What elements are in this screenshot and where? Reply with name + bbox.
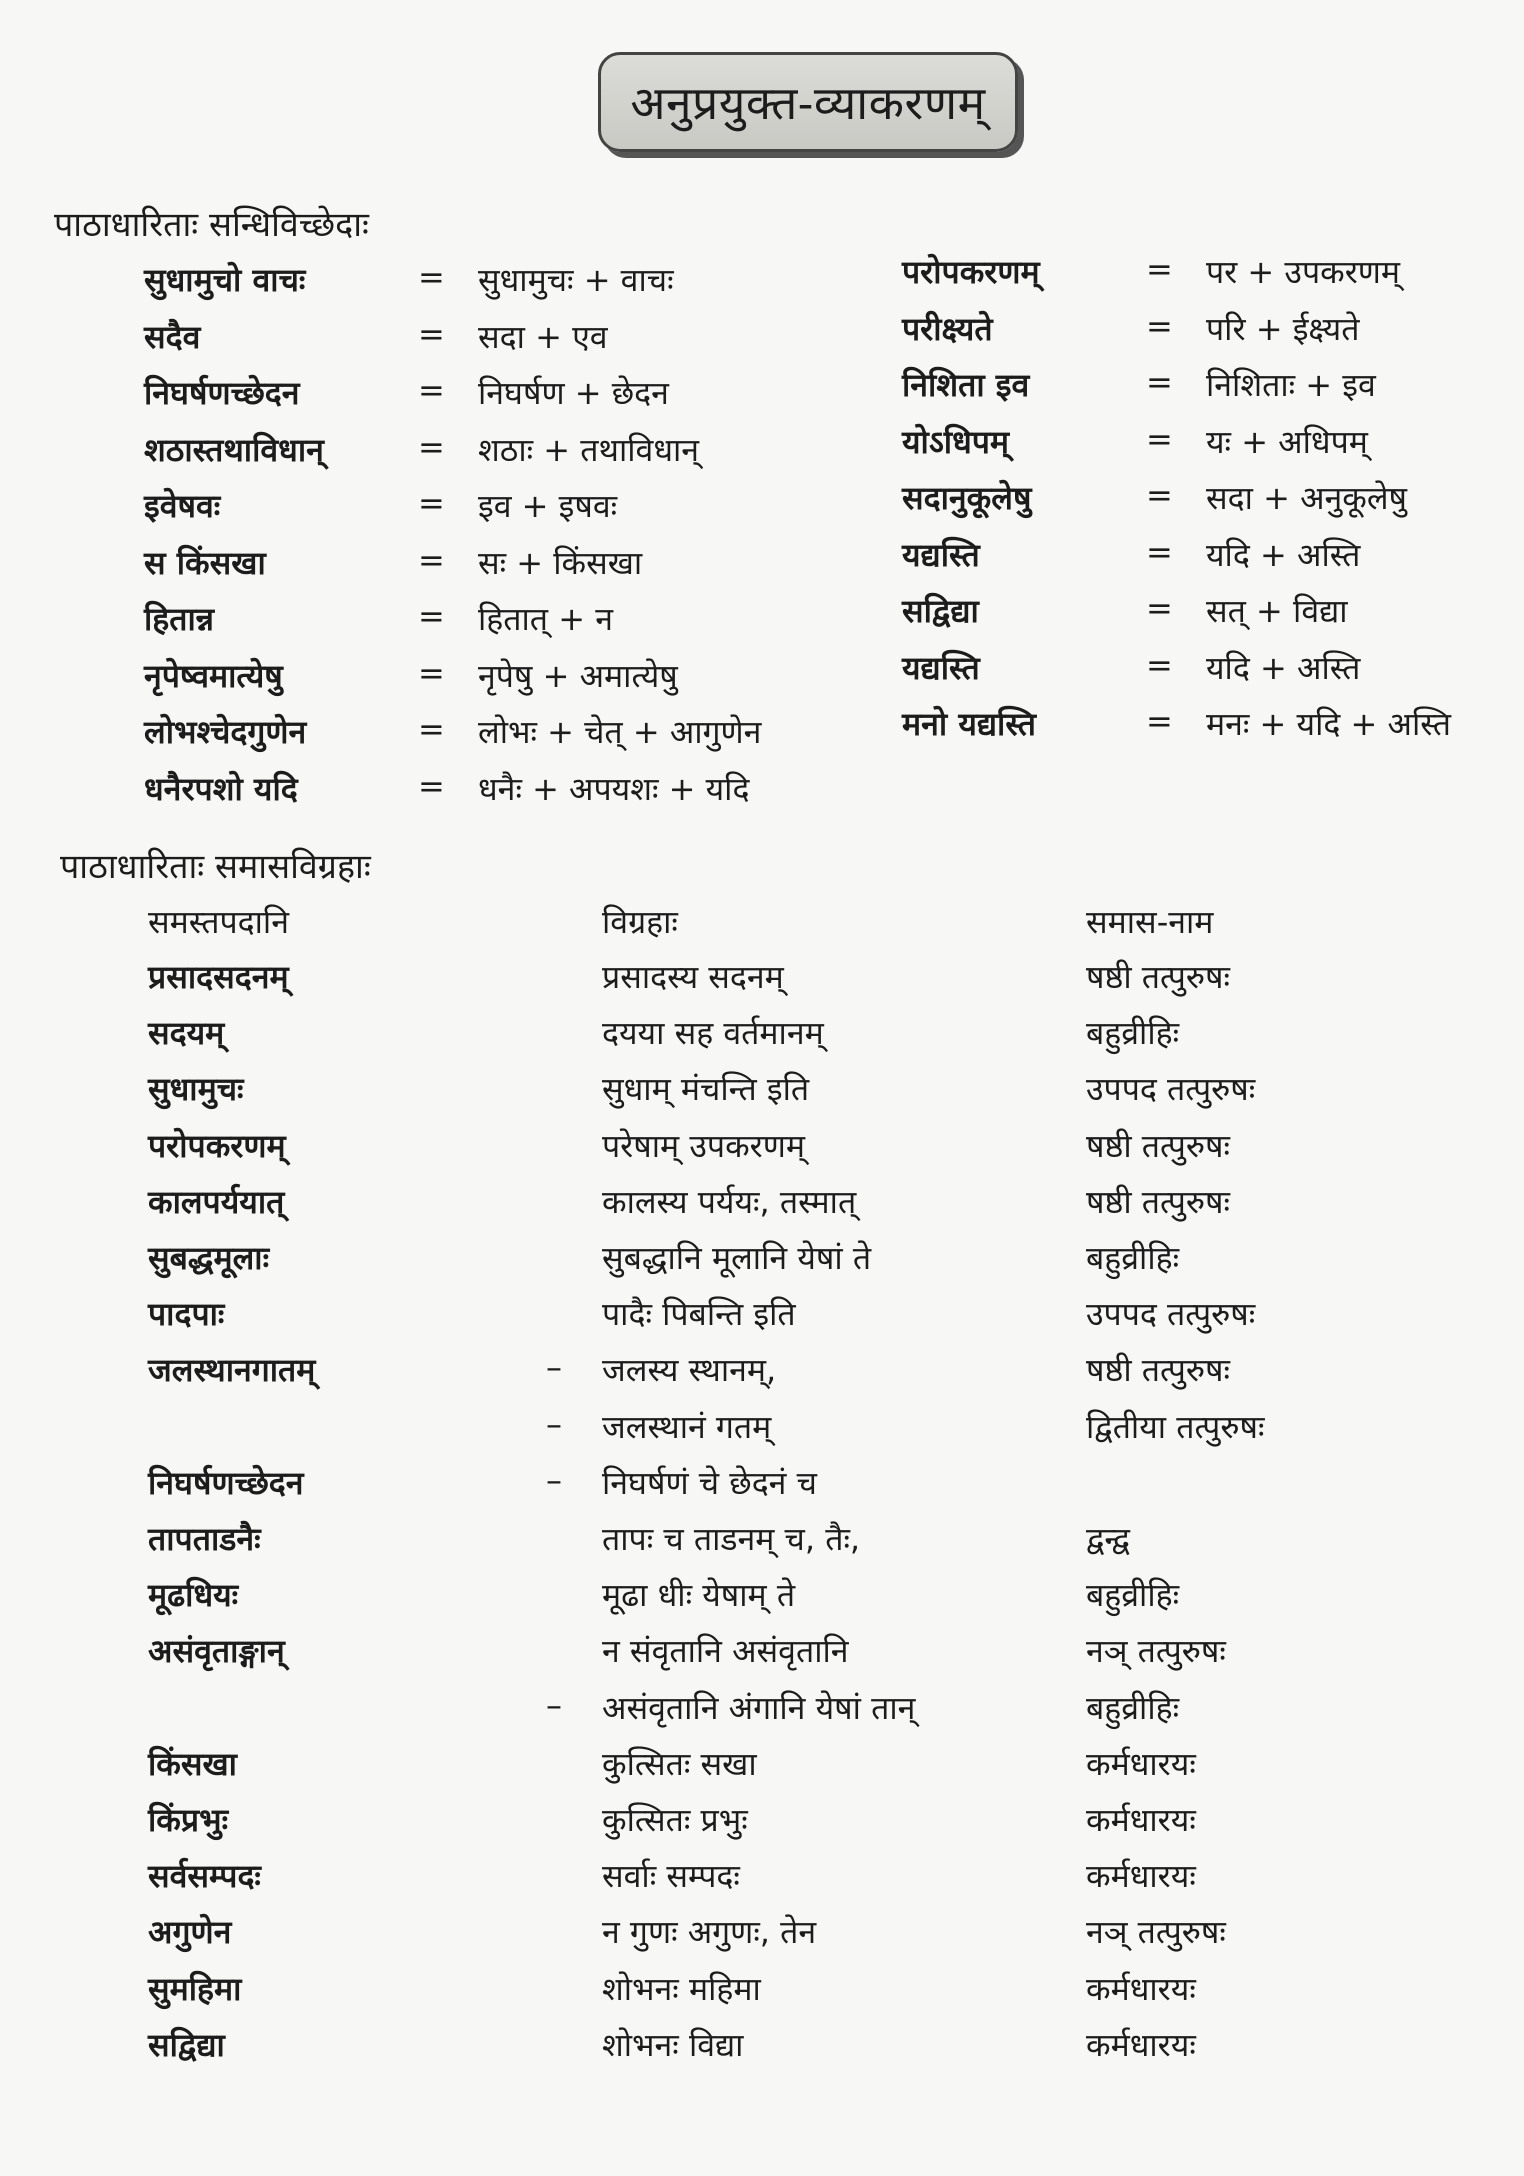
- samasta-pada: सुबद्धमूलाः: [148, 1239, 270, 1277]
- vigraha: दयया सह वर्तमानम्: [602, 1014, 824, 1053]
- samasa-row: [0, 1910, 1524, 1960]
- sandhi-split: सः + किंसखा: [478, 543, 643, 582]
- samasta-pada: सद्विद्या: [148, 2025, 225, 2064]
- page-title: अनुप्रयुक्त-व्याकरणम्: [630, 76, 986, 130]
- sandhi-word: निघर्षणच्छेदन: [144, 374, 300, 412]
- samasta-pada: जलस्थानगातम्: [148, 1351, 316, 1390]
- samasa-row: [0, 1292, 1524, 1342]
- sandhi-split: हितात् + न: [478, 600, 613, 638]
- equals-sign: =: [1146, 476, 1173, 514]
- sandhi-row: [144, 767, 1044, 817]
- sandhi-split: मनः + यदि + अस्ति: [1206, 705, 1451, 743]
- equals-sign: =: [418, 371, 445, 409]
- samasa-row: [0, 1686, 1524, 1736]
- equals-sign: =: [418, 710, 445, 748]
- sandhi-word: सदानुकूलेषु: [902, 479, 1032, 517]
- samasa-heading: पाठाधारिताः समासविग्रहाः: [60, 847, 371, 887]
- sandhi-row: [902, 420, 1524, 470]
- samasa-naam: द्वितीया तत्पुरुषः: [1086, 1407, 1265, 1446]
- sandhi-word: सुधामुचो वाचः: [144, 261, 306, 299]
- samasta-pada: सुमहिमा: [148, 1969, 242, 2008]
- samasa-naam: बहुव्रीहिः: [1086, 1688, 1180, 1727]
- vigraha: सर्वाः सम्पदः: [602, 1857, 740, 1896]
- vigraha: न गुणः अगुणः, तेन: [602, 1913, 817, 1952]
- sandhi-word: शठास्तथाविधान्: [144, 430, 324, 469]
- equals-sign: =: [418, 597, 445, 635]
- sandhi-split: सुधामुचः + वाचः: [478, 261, 674, 299]
- vigraha: जलस्य स्थानम्,: [602, 1351, 777, 1390]
- sandhi-row: [902, 533, 1524, 583]
- vigraha: कुत्सितः प्रभुः: [602, 1801, 748, 1839]
- samasa-row: [0, 1517, 1524, 1567]
- samasa-row: [0, 1742, 1524, 1792]
- sandhi-split: पर + उपकरणम्: [1206, 253, 1401, 291]
- samasa-row: [0, 1067, 1524, 1117]
- sandhi-word: यद्यस्ति: [902, 535, 980, 574]
- samasa-naam: नञ् तत्पुरुषः: [1086, 1913, 1226, 1952]
- sandhi-word: सदैव: [144, 317, 201, 356]
- samasa-naam: कर्मधारयः: [1086, 1857, 1196, 1896]
- equals-sign: =: [1146, 363, 1173, 401]
- sandhi-word: हितान्न: [144, 600, 215, 638]
- equals-sign: =: [1146, 532, 1173, 571]
- samasta-pada: निघर्षणच्छेदन: [148, 1463, 304, 1502]
- sandhi-row: [902, 476, 1524, 526]
- sandhi-word: लोभश्चेदगुणेन: [144, 713, 307, 751]
- vigraha: शोभनः महिमा: [602, 1969, 761, 2008]
- samasa-header-row: [0, 900, 1524, 950]
- sandhi-word: नृपेष्वमात्येषु: [144, 656, 283, 695]
- dash-mark: –: [546, 1685, 562, 1724]
- samasa-row: [0, 955, 1524, 1005]
- vigraha: शोभनः विद्या: [602, 2025, 744, 2064]
- samasa-naam: कर्मधारयः: [1086, 1744, 1196, 1783]
- sandhi-word: योऽधिपम्: [902, 422, 1010, 461]
- samasa-naam: उपपद तत्पुरुषः: [1086, 1070, 1256, 1109]
- sandhi-split: सदा + अनुकूलेषु: [1206, 479, 1408, 517]
- samasa-naam: षष्ठी तत्पुरुषः: [1086, 1126, 1230, 1165]
- sandhi-split: सदा + एव: [478, 317, 608, 356]
- sandhi-split: यः + अधिपम्: [1206, 422, 1368, 461]
- sandhi-split: यदि + अस्ति: [1206, 648, 1361, 687]
- samasa-naam: नञ् तत्पुरुषः: [1086, 1632, 1226, 1671]
- samasa-row: [0, 1798, 1524, 1848]
- vigraha: न संवृतानि असंवृतानि: [602, 1632, 849, 1671]
- equals-sign: =: [1146, 250, 1173, 288]
- samasta-pada: पादपाः: [148, 1295, 225, 1334]
- vigraha: कालस्य पर्ययः, तस्मात्: [602, 1182, 857, 1221]
- samasa-row: [0, 1236, 1524, 1286]
- sandhi-split: निघर्षण + छेदन: [478, 374, 669, 412]
- samasta-pada: सुधामुचः: [148, 1070, 244, 1109]
- samasa-naam: षष्ठी तत्पुरुषः: [1086, 958, 1230, 996]
- vigraha: तापः च ताडनम् च, तैः,: [602, 1520, 861, 1558]
- sandhi-split: इव + इषवः: [478, 487, 618, 525]
- sandhi-split: परि + ईक्ष्यते: [1206, 309, 1360, 348]
- sandhi-word: इवेषवः: [144, 487, 221, 525]
- dash-mark: –: [546, 1460, 562, 1499]
- samasta-pada: अगुणेन: [148, 1913, 232, 1952]
- equals-sign: =: [418, 258, 445, 296]
- samasa-row: [0, 1348, 1524, 1398]
- samasta-pada: कालपर्ययात्: [148, 1182, 285, 1221]
- samasa-row: [0, 1011, 1524, 1061]
- samasa-naam: कर्मधारयः: [1086, 2025, 1196, 2064]
- column-header-naam: समास-नाम: [1086, 903, 1214, 941]
- vigraha: पादैः पिबन्ति इति: [602, 1295, 796, 1334]
- sandhi-word: परोपकरणम्: [902, 253, 1040, 291]
- title-box: [598, 52, 1018, 152]
- samasa-row: [0, 1629, 1524, 1679]
- sandhi-split: निशिताः + इव: [1206, 366, 1376, 404]
- samasa-row: [0, 1854, 1524, 1904]
- vigraha: परेषाम् उपकरणम्: [602, 1126, 806, 1165]
- samasa-row: [0, 2023, 1524, 2073]
- sandhi-split: धनैः + अपयशः + यदि: [478, 769, 750, 808]
- samasta-pada: असंवृताङ्गान्: [148, 1632, 285, 1671]
- sandhi-row: [902, 250, 1524, 300]
- equals-sign: =: [418, 484, 445, 522]
- sandhi-row: [902, 646, 1524, 696]
- samasa-row: [0, 1461, 1524, 1511]
- samasta-pada: परोपकरणम्: [148, 1126, 286, 1165]
- sandhi-row: [902, 363, 1524, 413]
- sandhi-word: यद्यस्ति: [902, 648, 980, 687]
- samasta-pada: तापताडनैः: [148, 1520, 261, 1558]
- samasa-naam: षष्ठी तत्पुरुषः: [1086, 1182, 1230, 1221]
- sandhi-word: परीक्ष्यते: [902, 309, 993, 348]
- samasta-pada: सर्वसम्पदः: [148, 1857, 261, 1896]
- equals-sign: =: [1146, 306, 1173, 345]
- sandhi-word: सद्विद्या: [902, 592, 979, 630]
- samasa-row: [0, 1967, 1524, 2017]
- sandhi-split: यदि + अस्ति: [1206, 535, 1361, 574]
- equals-sign: =: [1146, 589, 1173, 627]
- equals-sign: =: [418, 314, 445, 353]
- column-header-pada: समस्तपदानि: [148, 903, 289, 941]
- samasta-pada: प्रसादसदनम्: [148, 958, 289, 996]
- samasa-row: [0, 1124, 1524, 1174]
- equals-sign: =: [1146, 419, 1173, 458]
- sandhi-row: [902, 307, 1524, 357]
- sandhi-split: नृपेषु + अमात्येषु: [478, 656, 678, 695]
- sandhi-split: सत् + विद्या: [1206, 592, 1348, 630]
- vigraha: निघर्षणं चे छेदनं च: [602, 1463, 817, 1502]
- samasa-naam: कर्मधारयः: [1086, 1969, 1196, 2008]
- samasta-pada: सदयम्: [148, 1014, 225, 1053]
- equals-sign: =: [418, 653, 445, 692]
- samasa-naam: षष्ठी तत्पुरुषः: [1086, 1351, 1230, 1390]
- samasa-naam: बहुव्रीहिः: [1086, 1576, 1180, 1615]
- vigraha: मूढा धीः येषाम् ते: [602, 1576, 796, 1615]
- samasa-row: [0, 1180, 1524, 1230]
- samasa-naam: कर्मधारयः: [1086, 1801, 1196, 1839]
- samasa-naam: बहुव्रीहिः: [1086, 1014, 1180, 1053]
- column-header-vigraha: विग्रहाः: [602, 903, 678, 941]
- samasta-pada: किंसखा: [148, 1744, 237, 1783]
- samasta-pada: मूढधियः: [148, 1576, 239, 1615]
- vigraha: कुत्सितः सखा: [602, 1744, 757, 1783]
- dash-mark: –: [546, 1348, 562, 1387]
- equals-sign: =: [1146, 702, 1173, 740]
- samasa-row: [0, 1573, 1524, 1623]
- sandhi-row: [902, 589, 1524, 639]
- sandhi-split: लोभः + चेत् + आगुणेन: [478, 713, 762, 751]
- vigraha: प्रसादस्य सदनम्: [602, 958, 784, 996]
- sandhi-word: स किंसखा: [144, 543, 266, 582]
- equals-sign: =: [418, 427, 445, 466]
- sandhi-word: धनैरपशो यदि: [144, 769, 298, 808]
- samasa-naam: द्वन्द्व: [1086, 1520, 1130, 1558]
- sandhi-heading: पाठाधारिताः सन्धिविच्छेदाः: [54, 205, 369, 245]
- dash-mark: –: [546, 1404, 562, 1443]
- vigraha: सुबद्धानि मूलानि येषां ते: [602, 1239, 872, 1277]
- equals-sign: =: [418, 540, 445, 579]
- samasa-naam: बहुव्रीहिः: [1086, 1239, 1180, 1277]
- sandhi-word: निशिता इव: [902, 366, 1030, 404]
- samasa-naam: उपपद तत्पुरुषः: [1086, 1295, 1256, 1334]
- equals-sign: =: [418, 766, 445, 805]
- sandhi-row: [902, 702, 1524, 752]
- samasa-row: [0, 1405, 1524, 1455]
- sandhi-split: शठाः + तथाविधान्: [478, 430, 700, 469]
- equals-sign: =: [1146, 645, 1173, 684]
- vigraha: सुधाम् मंचन्ति इति: [602, 1070, 810, 1109]
- samasta-pada: किंप्रभुः: [148, 1801, 229, 1839]
- sandhi-word: मनो यद्यस्ति: [902, 705, 1037, 743]
- vigraha: असंवृतानि अंगानि येषां तान्: [602, 1688, 916, 1727]
- vigraha: जलस्थानं गतम्: [602, 1407, 772, 1446]
